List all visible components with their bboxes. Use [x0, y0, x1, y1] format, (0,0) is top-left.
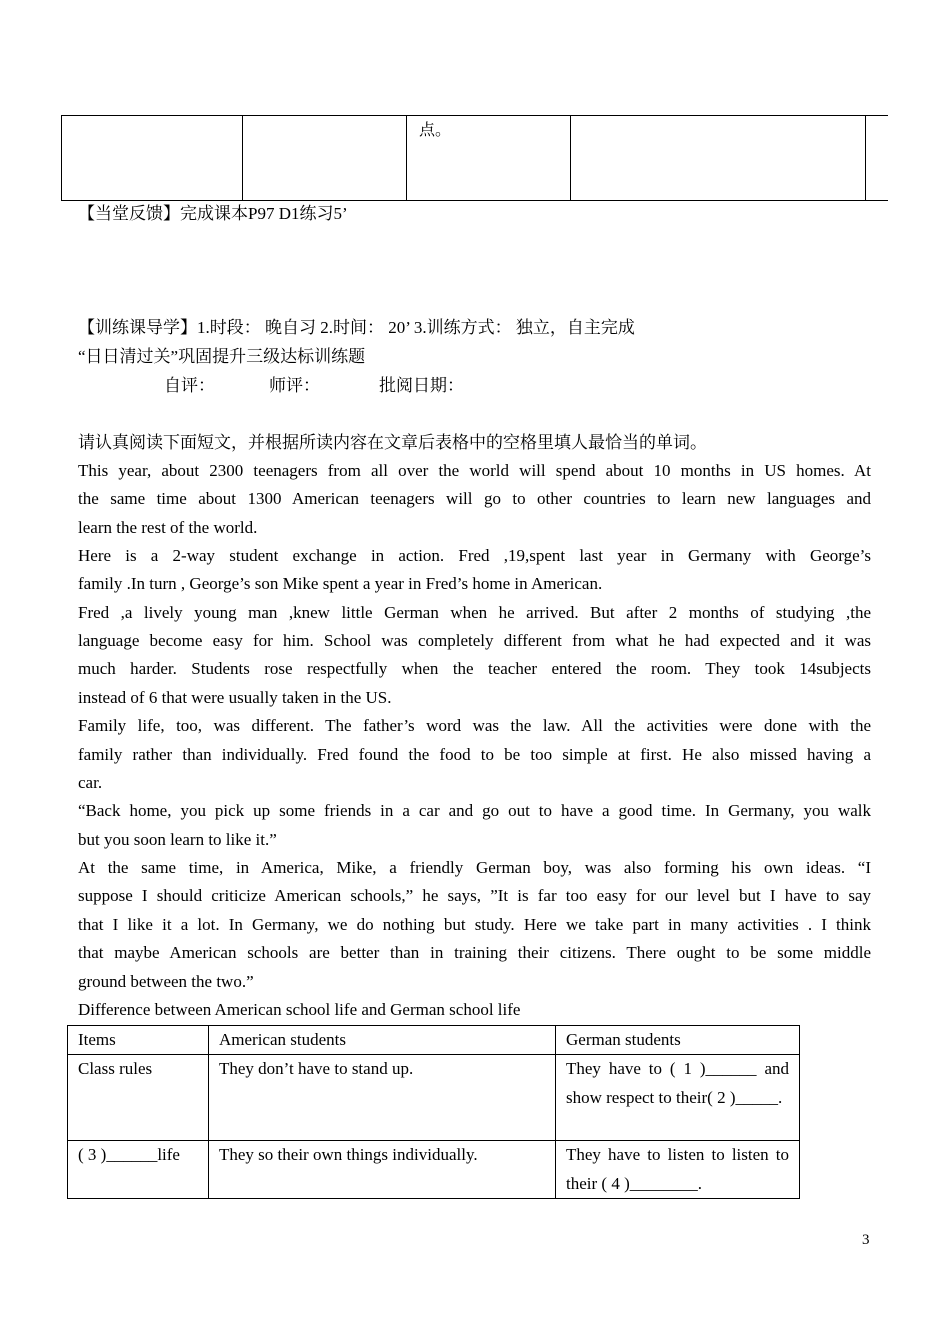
- passage-line: ground between the two.”: [78, 972, 254, 991]
- classroom-feedback: 【当堂反馈】完成课本P97 D1练习5’: [78, 204, 348, 223]
- table-row: [68, 1055, 800, 1141]
- table-cell: Class rules: [68, 1055, 209, 1141]
- passage-line: the same time about 1300 American teenagers will go to other countries to learn new languages and: [78, 489, 871, 508]
- table-cell: ( 3 )______life: [68, 1141, 209, 1199]
- table-cell: They so their own things individually.: [209, 1141, 556, 1199]
- passage-line: “Back home, you pick up some friends in a car and go out to have a good time. In Germany, you walk: [78, 801, 871, 820]
- table-cell: They have to listen to listen to their ( 4 )________.: [556, 1141, 800, 1199]
- top-table-cell: [62, 116, 243, 201]
- teacher-evaluation-label: 师评：: [269, 376, 320, 395]
- passage-line: This year, about 2300 teenagers from all over the world will spend about 10 months in US homes. At: [78, 461, 871, 480]
- table-header-row: [68, 1026, 800, 1055]
- table-header-cell: Items: [68, 1026, 209, 1055]
- passage-line: car.: [78, 773, 103, 792]
- table-row: [68, 1141, 800, 1199]
- table-header-cell: American students: [209, 1026, 556, 1055]
- passage-line: suppose I should criticize American schools,” he says, ”It is far too easy for our level but I have to say: [78, 886, 871, 905]
- passage-line: but you soon learn to like it.”: [78, 830, 277, 849]
- passage-line: Family life, too, was different. The father’s word was the law. All the activities were done with the: [78, 716, 871, 735]
- top-table-cell: [866, 116, 889, 201]
- table-caption: Difference between American school life and German school life: [78, 1000, 521, 1019]
- self-evaluation-label: 自评：: [164, 376, 215, 395]
- passage-line: that maybe American schools are better than in training their citizens. There ought to be some middle: [78, 943, 871, 962]
- top-table-cell-text: 点。: [419, 122, 452, 139]
- reading-instruction: 请认真阅读下面短文，并根据所读内容在文章后表格中的空格里填人最恰当的单词。: [78, 433, 707, 452]
- passage-line: family rather than individually. Fred found the food to be too simple at first. He also missed having a: [78, 745, 871, 764]
- table-header-cell: German students: [556, 1026, 800, 1055]
- difference-table: [67, 1025, 800, 1199]
- passage-line: instead of 6 that were usually taken in the US.: [78, 688, 392, 707]
- top-table-fragment: [61, 115, 888, 201]
- training-subtitle: “日日清过关”巩固提升三级达标训练题: [78, 347, 366, 366]
- passage-line: learn the rest of the world.: [78, 518, 258, 537]
- top-table-cell: [243, 116, 407, 201]
- table-cell: They have to ( 1 )______ and show respect to their( 2 )_____.: [556, 1055, 800, 1141]
- passage-line: much harder. Students rose respectfully when the teacher entered the room. They took 14subjects: [78, 659, 871, 678]
- training-header: 【训练课导学】1.时段： 晚自习 2.时间： 20’ 3.训练方式： 独立，自主完成: [78, 318, 635, 337]
- passage-line: Here is a 2-way student exchange in action. Fred ,19,spent last year in Germany with George’s: [78, 546, 871, 565]
- passage-line: At the same time, in America, Mike, a friendly German boy, was also forming his own ideas. “I: [78, 858, 871, 877]
- table-cell: They don’t have to stand up.: [209, 1055, 556, 1141]
- passage-line: family .In turn , George’s son Mike spent a year in Fred’s home in American.: [78, 574, 603, 593]
- top-table-cell: [407, 116, 571, 201]
- top-table-cell: [571, 116, 866, 201]
- review-date-label: 批阅日期：: [379, 376, 464, 395]
- passage-line: Fred ,a lively young man ,knew little German when he arrived. But after 2 months of studying ,the: [78, 603, 871, 622]
- page-number: 3: [862, 1232, 870, 1248]
- passage-line: that I like it a lot. In Germany, we do nothing but study. Here we take part in many activities . I think: [78, 915, 871, 934]
- passage-line: language become easy for him. School was completely different from what he had expected and it was: [78, 631, 871, 650]
